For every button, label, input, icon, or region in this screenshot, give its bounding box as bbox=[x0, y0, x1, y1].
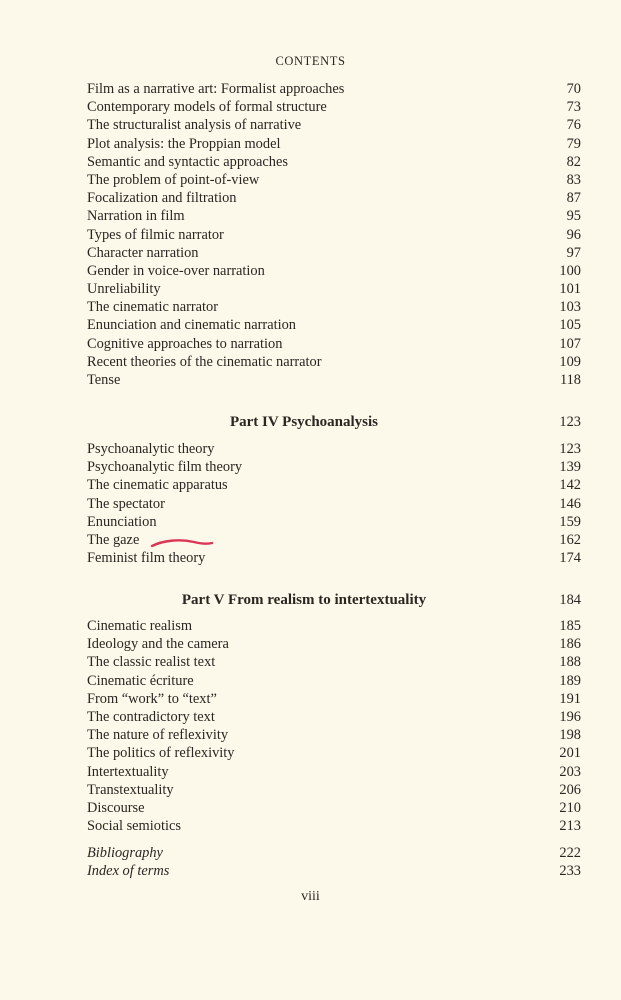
toc-section-narrative bbox=[87, 80, 581, 389]
toc-entry bbox=[87, 135, 581, 153]
entry-title: Gender in voice-over narration bbox=[87, 262, 265, 279]
entry-title: Enunciation and cinematic narration bbox=[87, 317, 296, 334]
entry-page: 107 bbox=[559, 335, 581, 352]
entry-page: 83 bbox=[566, 171, 581, 188]
entry-page: 185 bbox=[559, 618, 581, 634]
part-page: 123 bbox=[559, 414, 581, 430]
entry-title: The nature of reflexivity bbox=[87, 727, 229, 744]
toc-entry bbox=[87, 763, 581, 781]
entry-title: Film as a narrative art: Formalist approaches bbox=[87, 81, 345, 97]
toc-entry bbox=[87, 476, 581, 494]
toc-section-backmatter bbox=[87, 844, 581, 880]
entry-title: Social semiotics bbox=[87, 818, 181, 835]
entry-title: The spectator bbox=[87, 495, 165, 512]
entry-page: 79 bbox=[566, 135, 581, 152]
toc-entry bbox=[87, 316, 581, 334]
toc-entry bbox=[87, 335, 581, 353]
toc-entry bbox=[87, 171, 581, 189]
entry-page: 203 bbox=[559, 763, 581, 780]
entry-page: 82 bbox=[566, 153, 581, 170]
toc-entry bbox=[87, 189, 581, 207]
entry-page: 188 bbox=[559, 654, 581, 671]
part-heading-psychoanalysis bbox=[87, 412, 581, 432]
toc-entry bbox=[87, 244, 581, 262]
entry-title: Unreliability bbox=[87, 281, 161, 298]
entry-title: The classic realist text bbox=[87, 654, 216, 671]
entry-page: 100 bbox=[559, 262, 581, 279]
entry-page: 196 bbox=[559, 708, 581, 725]
entry-page: 109 bbox=[559, 353, 581, 370]
toc-entry bbox=[87, 226, 581, 244]
entry-title: From “work” to “text” bbox=[87, 690, 217, 707]
toc-entry bbox=[87, 298, 581, 316]
toc-entry bbox=[87, 207, 581, 225]
entry-title: Cognitive approaches to narration bbox=[87, 335, 283, 352]
entry-page: 97 bbox=[566, 244, 581, 261]
entry-title: Tense bbox=[87, 372, 121, 388]
entry-title: Enunciation bbox=[87, 513, 157, 530]
entry-title: Ideology and the camera bbox=[87, 636, 229, 653]
toc-section-realism bbox=[87, 617, 581, 835]
entry-title: The gaze bbox=[87, 531, 140, 548]
toc-entry bbox=[87, 495, 581, 513]
toc-entry bbox=[87, 98, 581, 116]
toc-entry bbox=[87, 116, 581, 134]
toc-entry bbox=[87, 440, 581, 458]
red-pen-underline-mark bbox=[150, 538, 214, 550]
entry-page: 159 bbox=[559, 513, 581, 530]
entry-page: 142 bbox=[559, 477, 581, 494]
entry-title: The problem of point-of-view bbox=[87, 171, 260, 188]
entry-page: 162 bbox=[559, 531, 581, 548]
entry-title: Feminist film theory bbox=[87, 550, 206, 567]
entry-page: 222 bbox=[559, 845, 581, 861]
toc-entry bbox=[87, 708, 581, 726]
part-title: Part IV Psychoanalysis bbox=[229, 414, 379, 430]
entry-title: The politics of reflexivity bbox=[87, 745, 235, 762]
entry-title: Bibliography bbox=[87, 845, 163, 861]
toc-entry bbox=[87, 817, 581, 835]
entry-title: Discourse bbox=[87, 799, 145, 816]
entry-page: 210 bbox=[559, 799, 581, 816]
entry-title: Psychoanalytic theory bbox=[87, 441, 215, 457]
entry-page: 139 bbox=[559, 459, 581, 476]
entry-title: The contradictory text bbox=[87, 708, 215, 725]
entry-page: 76 bbox=[566, 117, 581, 134]
entry-title: Plot analysis: the Proppian model bbox=[87, 135, 281, 152]
toc-entry bbox=[87, 653, 581, 671]
entry-title: Index of terms bbox=[87, 863, 170, 880]
entry-title: The cinematic narrator bbox=[87, 299, 219, 316]
part-title: Part V From realism to intertextuality bbox=[181, 592, 427, 608]
entry-title: Types of filmic narrator bbox=[87, 226, 224, 243]
toc-entry bbox=[87, 726, 581, 744]
entry-page: 70 bbox=[566, 81, 581, 97]
running-head: CONTENTS bbox=[275, 54, 346, 68]
entry-page: 186 bbox=[559, 636, 581, 653]
toc-entry bbox=[87, 549, 581, 567]
entry-page: 87 bbox=[566, 190, 581, 207]
entry-page: 189 bbox=[559, 672, 581, 689]
entry-title: Narration in film bbox=[87, 208, 185, 225]
entry-title: Cinematic realism bbox=[87, 618, 193, 634]
toc-entry bbox=[87, 617, 581, 635]
entry-title: Character narration bbox=[87, 244, 199, 261]
entry-page: 206 bbox=[559, 781, 581, 798]
toc-entry bbox=[87, 280, 581, 298]
page-number: viii bbox=[301, 889, 320, 904]
toc-entry bbox=[87, 672, 581, 690]
entry-page: 146 bbox=[559, 495, 581, 512]
entry-title: Cinematic écriture bbox=[87, 672, 194, 689]
toc-entry bbox=[87, 799, 581, 817]
entry-page: 105 bbox=[559, 317, 581, 334]
entry-page: 95 bbox=[566, 208, 581, 225]
toc-entry bbox=[87, 690, 581, 708]
entry-page: 198 bbox=[559, 727, 581, 744]
entry-page: 213 bbox=[559, 818, 581, 835]
entry-title: Psychoanalytic film theory bbox=[87, 459, 243, 476]
toc-entry bbox=[87, 458, 581, 476]
toc-entry-bibliography bbox=[87, 844, 581, 862]
entry-page: 103 bbox=[559, 299, 581, 316]
toc-entry bbox=[87, 153, 581, 171]
toc-entry bbox=[87, 80, 581, 98]
entry-title: Recent theories of the cinematic narrator bbox=[87, 353, 322, 370]
entry-page: 96 bbox=[566, 226, 581, 243]
entry-title: Transtextuality bbox=[87, 781, 174, 798]
toc-entry bbox=[87, 262, 581, 280]
entry-title: Contemporary models of formal structure bbox=[87, 99, 327, 116]
toc-entry-index bbox=[87, 862, 581, 880]
toc-entry bbox=[87, 781, 581, 799]
entry-page: 201 bbox=[559, 745, 581, 762]
entry-title: The structuralist analysis of narrative bbox=[87, 117, 302, 134]
entry-title: Semantic and syntactic approaches bbox=[87, 153, 288, 170]
toc-entry bbox=[87, 635, 581, 653]
toc-entry bbox=[87, 744, 581, 762]
entry-page: 123 bbox=[559, 441, 581, 457]
entry-page: 101 bbox=[559, 281, 581, 298]
entry-page: 118 bbox=[559, 372, 581, 388]
part-heading-realism bbox=[87, 590, 581, 610]
entry-page: 191 bbox=[559, 690, 581, 707]
toc-entry bbox=[87, 353, 581, 371]
entry-title: Focalization and filtration bbox=[87, 190, 237, 207]
part-page: 184 bbox=[559, 592, 581, 608]
entry-page: 233 bbox=[559, 863, 581, 880]
entry-title: Intertextuality bbox=[87, 763, 169, 780]
entry-title: The cinematic apparatus bbox=[87, 477, 228, 494]
toc-entry bbox=[87, 513, 581, 531]
entry-page: 174 bbox=[559, 550, 581, 567]
toc-entry bbox=[87, 371, 581, 389]
entry-page: 73 bbox=[566, 99, 581, 116]
